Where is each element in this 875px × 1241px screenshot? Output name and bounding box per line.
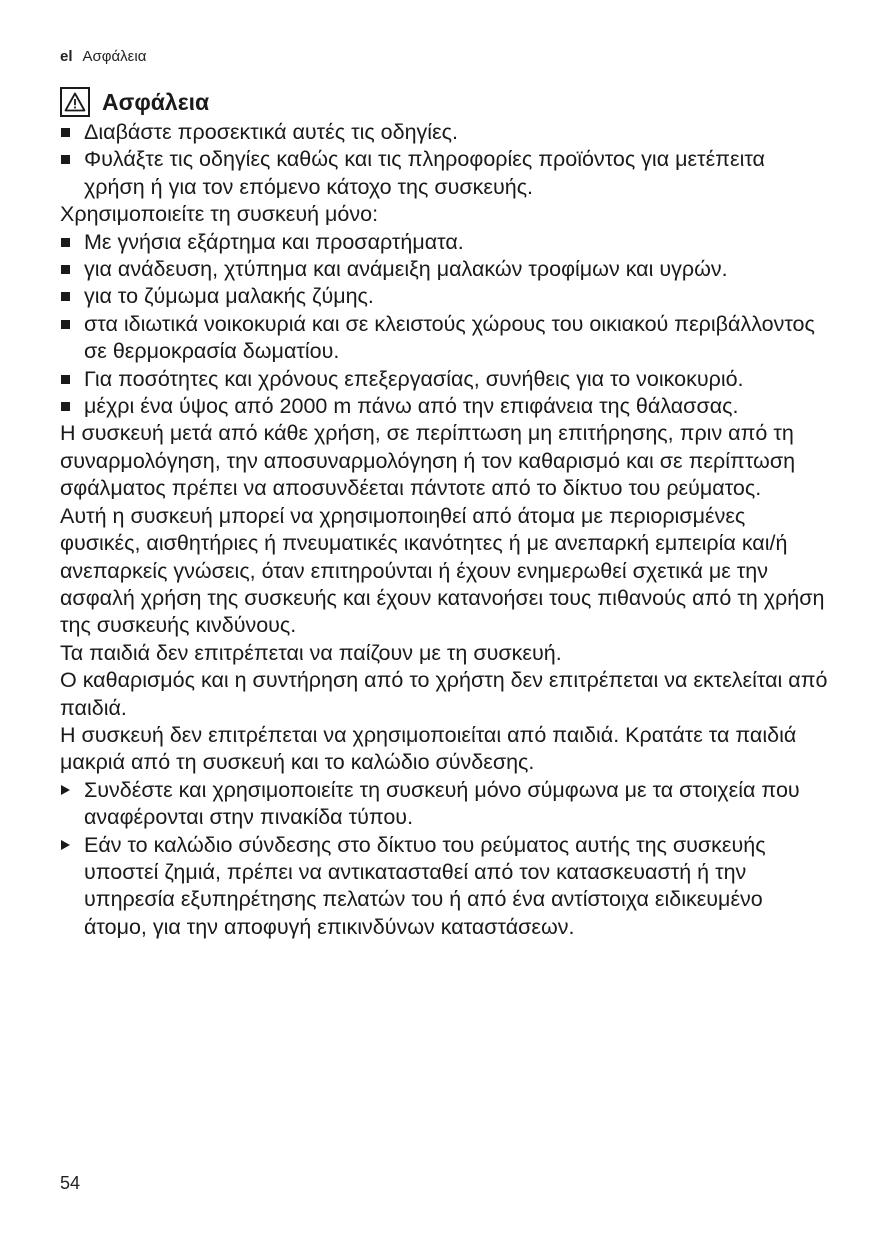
list-item: Διαβάστε προσεκτικά αυτές τις οδηγίες. <box>60 119 830 146</box>
action-item: Εάν το καλώδιο σύνδεσης στο δίκτυο του ρεύματος αυτής της συσκευής υποστεί ζημιά, πρέπει να αντικατασταθεί από τον κατασκευαστή ή την υπηρεσία εξυπηρέτησης πελατών του ή από ένα αντίστοιχα ειδικευμένο άτομο, για την αποφυγή επικινδύνων καταστάσεων. <box>60 832 830 942</box>
action-item: Συνδέστε και χρησιμοποιείτε τη συσκευή μόνο σύμφωνα με τα στοιχεία που αναφέρονται στην πινακίδα τύπου. <box>60 777 830 832</box>
action-list <box>60 777 830 941</box>
language-code: el <box>60 48 73 65</box>
list-item: για το ζύμωμα μαλακής ζύμης. <box>60 283 830 310</box>
page-number: 54 <box>60 1173 81 1193</box>
running-header-section: Ασφάλεια <box>82 48 147 65</box>
usage-intro: Χρησιμοποιείτε τη συσκευή μόνο: <box>60 202 379 227</box>
list-item: Φυλάξτε τις οδηγίες καθώς και τις πληροφορίες προϊόντος για μετέπειτα χρήση ή για τον επόμενο κάτοχο της συσκευής. <box>60 146 830 201</box>
list-item: Με γνήσια εξάρτημα και προσαρτήματα. <box>60 229 830 256</box>
paragraph: Η συσκευή δεν επιτρέπεται να χρησιμοποιείται από παιδιά. Κρατάτε τα παιδιά μακριά από τη συσκευή και το καλώδιο σύνδεσης. <box>60 722 797 775</box>
list-item: για ανάδευση, χτύπημα και ανάμειξη μαλακών τροφίμων και υγρών. <box>60 256 830 283</box>
section-heading <box>60 87 209 117</box>
warning-triangle-icon <box>60 87 90 117</box>
paragraph: Ο καθαρισμός και η συντήρηση από το χρήστη δεν επιτρέπεται να εκτελείται από παιδιά. <box>60 668 828 720</box>
safety-content <box>60 119 830 941</box>
running-header <box>60 48 146 66</box>
list-item: στα ιδιωτικά νοικοκυριά και σε κλειστούς χώρους του οικιακού περιβάλλοντος σε θερμοκρασία δωματίου. <box>60 311 830 366</box>
list-item: Για ποσότητες και χρόνους επεξεργασίας, συνήθεις για το νοικοκυριό. <box>60 366 830 393</box>
list-item: μέχρι ένα ύψος από 2000 m πάνω από την επιφάνεια της θάλασσας. <box>60 393 830 420</box>
paragraph: Τα παιδιά δεν επιτρέπεται να παίζουν με τη συσκευή. <box>60 640 562 665</box>
section-title: Ασφάλεια <box>102 89 210 115</box>
usage-list <box>60 229 830 421</box>
instructions-list <box>60 119 830 201</box>
paragraph: Η συσκευή μετά από κάθε χρήση, σε περίπτωση μη επιτήρησης, πριν από τη συναρμολόγηση, την αποσυναρμολόγηση ή τον καθαρισμό και σε περίπτωση σφάλματος πρέπει να αποσυνδέεται πάντοτε από το δίκτυο του ρεύματος. <box>60 421 796 501</box>
paragraph: Αυτή η συσκευή μπορεί να χρησιμοποιηθεί από άτομα με περιορισμένες φυσικές, αισθητήριες ή πνευματικές ικανότητες ή με ανεπαρκή εμπειρία και/ή ανεπαρκείς γνώσεις, όταν επιτηρούνται ή έχουν ενημερωθεί σχετικά με την ασφαλή χρήση της συσκευής και έχουν κατανοήσει τους πιθανούς από τη χρήση της συσκευής κινδύνους. <box>60 503 825 638</box>
